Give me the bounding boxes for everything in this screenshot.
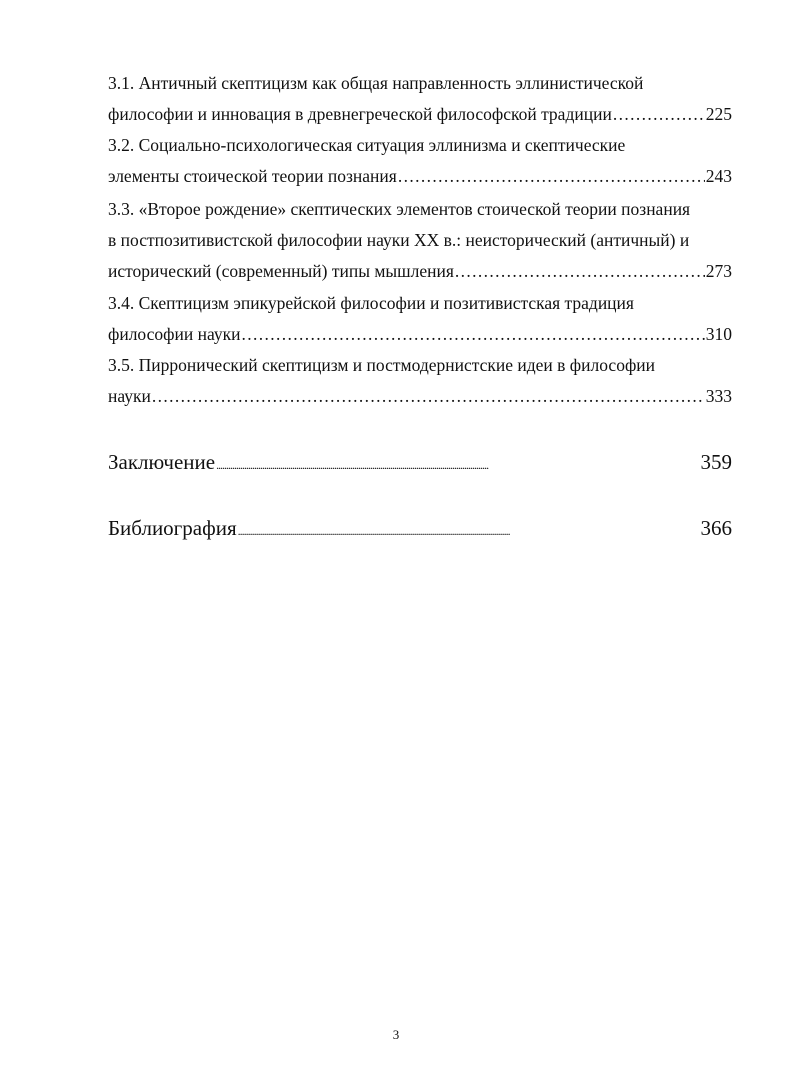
toc-entry-3-3-line-2: в постпозитивистской философии науки XX в.: неисторический (античный) и [108, 230, 690, 250]
toc-entry-page: 359 [700, 450, 732, 474]
toc-entry-3-5-line-1: 3.5. Пирронический скептицизм и постмодернистские идеи в философии [108, 355, 656, 375]
toc-entry-title: Библиография [108, 516, 237, 540]
toc-entry-page: 243 [705, 166, 732, 186]
toc-entry-bibliography[interactable] [108, 515, 732, 544]
dot-leader [613, 103, 705, 125]
toc-entry-title: исторический (современный) типы мышления [108, 261, 454, 281]
toc-entry-3-4-line-1: 3.4. Скептицизм эпикурейской философии и позитивистская традиция [108, 293, 634, 313]
toc-entry-3-1[interactable] [108, 103, 732, 125]
toc-entry-page: 310 [705, 324, 732, 344]
toc-entry-page: 333 [705, 386, 732, 406]
toc-entry-3-2-line-1: 3.2. Социально-психологическая ситуация эллинизма и скептические [108, 135, 626, 155]
dot-leader [398, 165, 705, 187]
toc-entry-3-3[interactable] [108, 260, 732, 282]
toc-entry-title: науки [108, 386, 151, 406]
toc-entry-title: философии и инновация в древнегреческой философской традиции [108, 104, 612, 124]
toc-entry-3-2[interactable] [108, 165, 732, 187]
dot-leader [241, 323, 704, 345]
toc-entry-page: 273 [705, 261, 732, 281]
dot-leader [152, 385, 705, 407]
dot-leader [238, 515, 700, 544]
toc-entry-title: философии науки [108, 324, 241, 344]
toc-entry-title: Заключение [108, 450, 216, 474]
toc-entry-page: 366 [700, 516, 732, 540]
toc-entry-3-3-line-1: 3.3. «Второе рождение» скептических элементов стоической теории познания [108, 199, 691, 219]
toc-entry-3-4[interactable] [108, 323, 732, 345]
dot-leader [216, 449, 699, 478]
toc-entry-3-1-line-1: 3.1. Античный скептицизм как общая направленность эллинистической [108, 73, 644, 93]
dot-leader [455, 260, 705, 282]
page-number: 3 [392, 1027, 400, 1042]
toc-entry-page: 225 [705, 104, 732, 124]
toc-entry-3-5[interactable] [108, 385, 732, 407]
toc-entry-conclusion[interactable] [108, 449, 732, 478]
toc-entry-title: элементы стоической теории познания [108, 166, 397, 186]
